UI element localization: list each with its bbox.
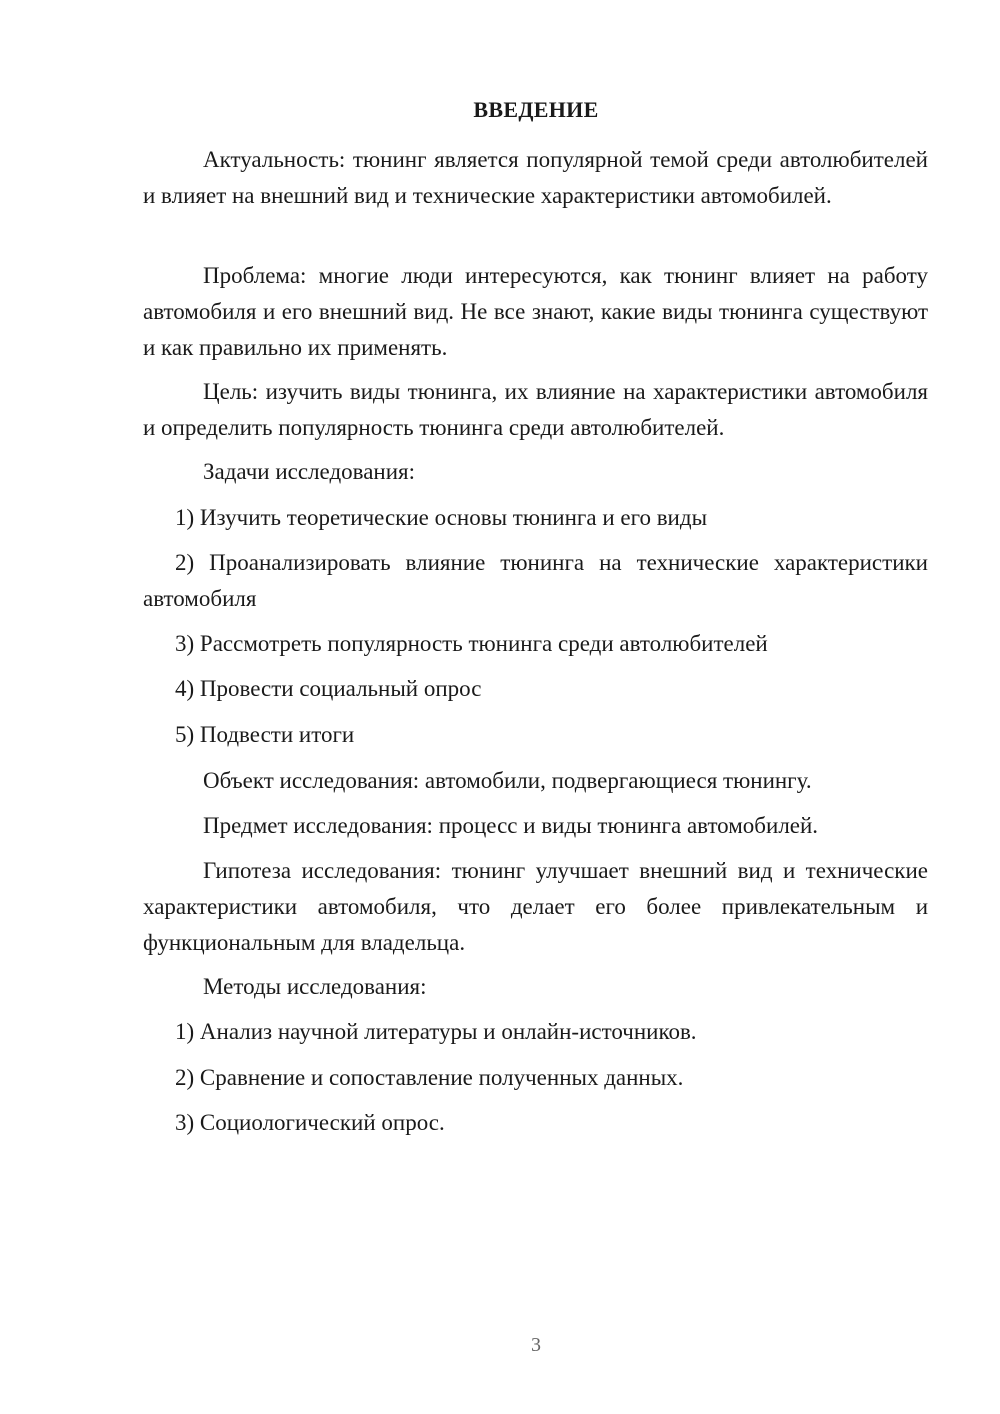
paragraph-problem: Проблема: многие люди интересуются, как тюнинг влияет на работу автомобиля и его внешний вид. Не все знают, какие виды тюнинга существуют и как правильно их применять.: [143, 263, 928, 360]
paragraph-object: Объект исследования: автомобили, подвергающиеся тюнингу.: [203, 768, 812, 793]
tasks-heading: Задачи исследования:: [203, 459, 416, 484]
paragraph-hypothesis: Гипотеза исследования: тюнинг улучшает внешний вид и технические характеристики автомобиля, что делает его более привлекательным и функциональным для владельца.: [143, 858, 928, 955]
page-number: 3: [531, 1334, 541, 1356]
task-item-4: 4) Провести социальный опрос: [175, 676, 482, 701]
methods-heading: Методы исследования:: [203, 974, 427, 999]
paragraph-relevance: Актуальность: тюнинг является популярной темой среди автолюбителей и влияет на внешний вид и технические характеристики автомобилей.: [143, 147, 928, 208]
method-item-1: 1) Анализ научной литературы и онлайн-источников.: [175, 1019, 697, 1044]
task-item-1: 1) Изучить теоретические основы тюнинга и его виды: [175, 505, 708, 530]
method-item-2: 2) Сравнение и сопоставление полученных данных.: [175, 1065, 684, 1090]
task-item-2: 2) Проанализировать влияние тюнинга на технические характеристики автомобиля: [143, 550, 928, 611]
task-item-3: 3) Рассмотреть популярность тюнинга среди автолюбителей: [175, 631, 768, 656]
paragraph-goal: Цель: изучить виды тюнинга, их влияние на характеристики автомобиля и определить популярность тюнинга среди автолюбителей.: [143, 379, 928, 440]
method-item-3: 3) Социологический опрос.: [175, 1110, 445, 1135]
section-title: ВВЕДЕНИЕ: [473, 97, 599, 122]
task-item-5: 5) Подвести итоги: [175, 722, 355, 747]
paragraph-subject: Предмет исследования: процесс и виды тюнинга автомобилей.: [203, 813, 819, 838]
